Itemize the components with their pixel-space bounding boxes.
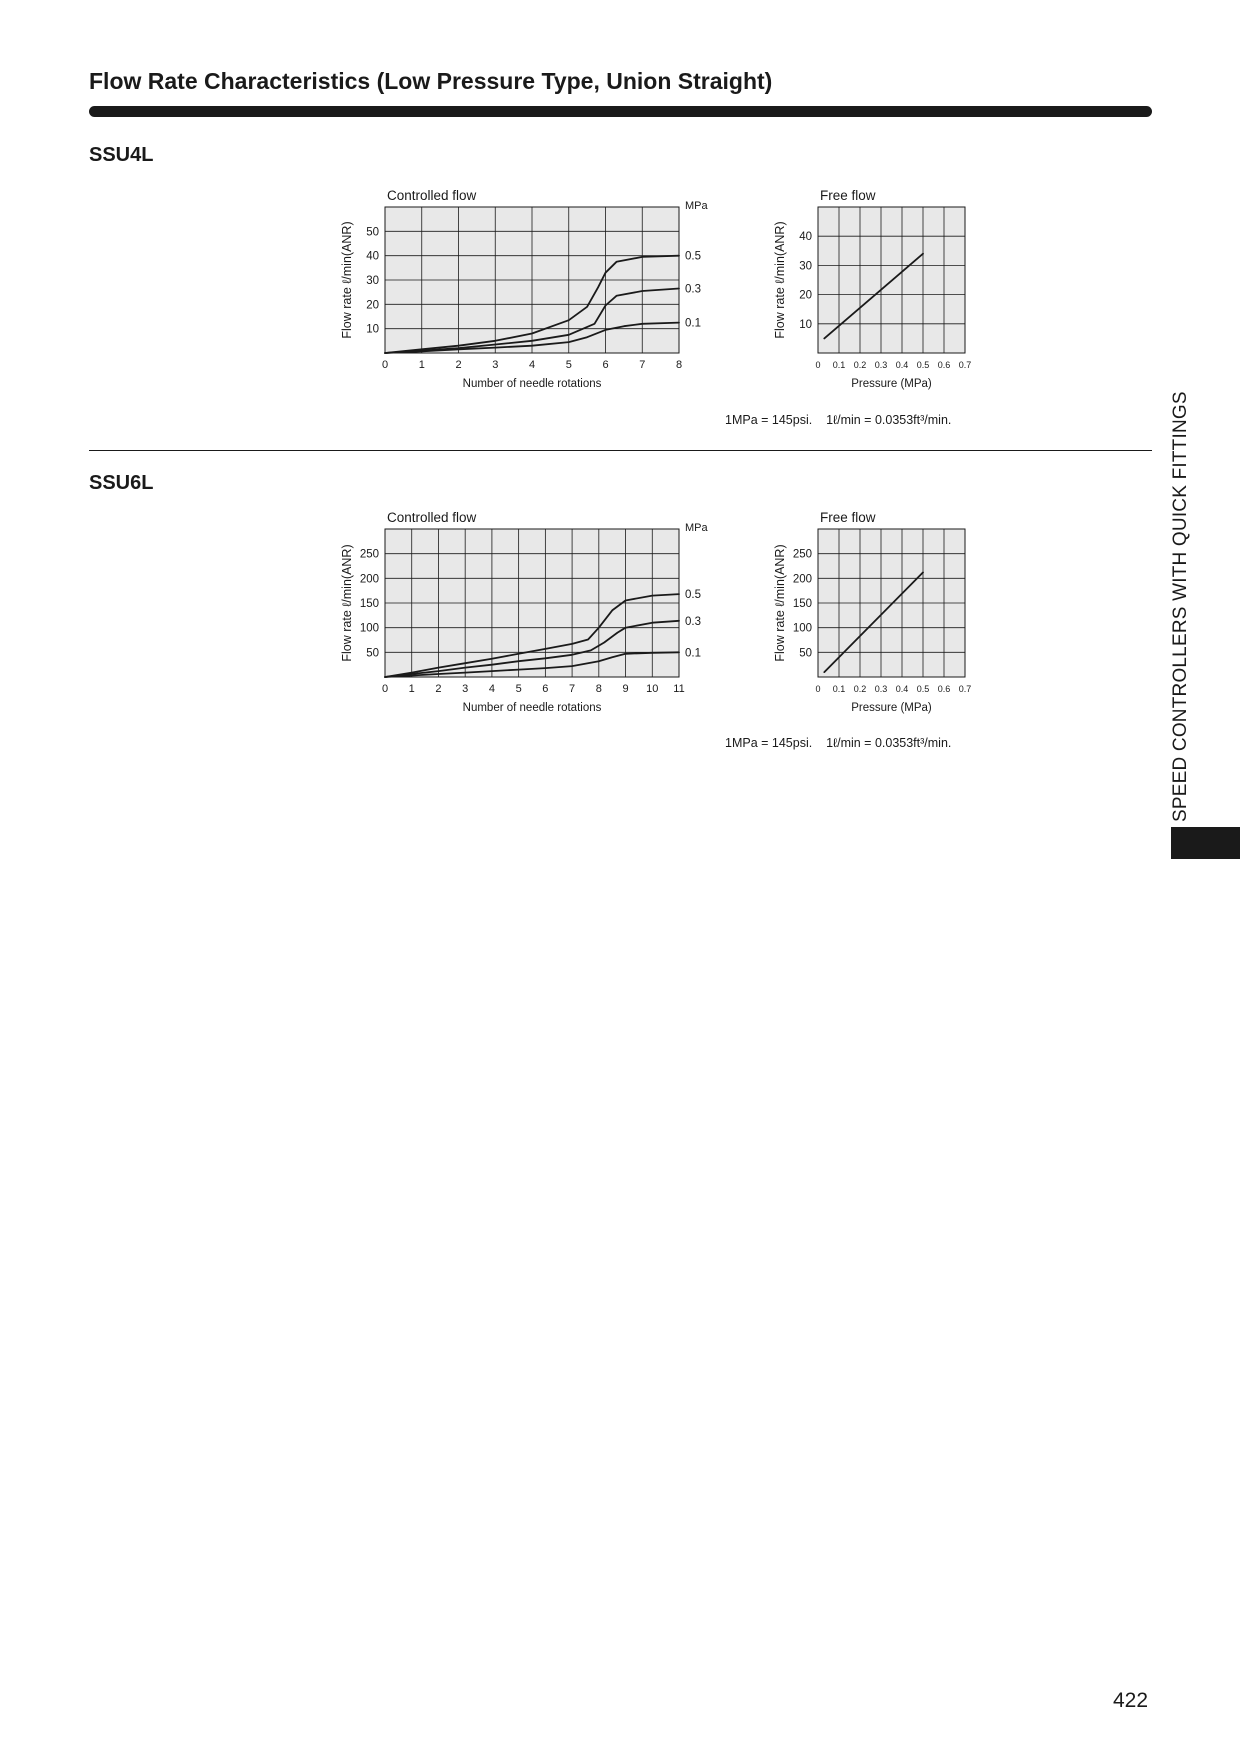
section-divider (89, 450, 1152, 451)
x-tick-label: 5 (565, 359, 572, 371)
y-axis-label: Flow rate ℓ/min(ANR) (773, 221, 787, 339)
y-tick-label: 150 (792, 598, 812, 610)
y-tick-label: 40 (366, 250, 379, 263)
series-label: 0.5 (685, 250, 701, 263)
chart-title: Controlled flow (387, 510, 477, 525)
y-tick-label: 20 (366, 299, 379, 312)
y-tick-label: 200 (359, 573, 379, 586)
x-tick-label: 0.3 (874, 360, 888, 370)
x-axis-label: Pressure (MPa) (851, 378, 932, 390)
title-rule (89, 106, 1152, 117)
x-tick-label: 0.7 (958, 360, 972, 370)
y-tick-label: 20 (799, 289, 812, 302)
y-tick-label: 30 (799, 260, 812, 273)
side-section-label: SPEED CONTROLLERS WITH QUICK FITTINGS (1170, 391, 1191, 822)
chart-ssu4l-free-flow (760, 180, 980, 400)
x-tick-label: 6 (602, 359, 609, 371)
page-title: Flow Rate Characteristics (Low Pressure Type, Union Straight) (89, 68, 773, 94)
x-tick-label: 6 (542, 683, 549, 695)
series-label: 0.5 (685, 589, 701, 602)
x-tick-label: 0.3 (874, 684, 888, 694)
x-tick-label: 0.1 (832, 684, 846, 694)
x-tick-label: 4 (528, 359, 536, 371)
side-section-tab (1171, 827, 1240, 859)
x-tick-label: 0.6 (937, 684, 951, 694)
chart-title: Free flow (820, 510, 876, 525)
x-tick-label: 0 (381, 359, 389, 371)
y-tick-label: 50 (366, 647, 379, 660)
x-tick-label: 10 (646, 683, 659, 695)
x-tick-label: 1 (418, 359, 425, 371)
x-tick-label: 5 (515, 683, 522, 695)
x-tick-label: 0.2 (853, 360, 867, 370)
chart-ssu6l-free-flow (760, 500, 980, 720)
x-tick-label: 0.6 (937, 360, 951, 370)
series-label: 0.3 (685, 283, 701, 296)
y-tick-label: 150 (359, 598, 379, 610)
conversion-note-ssu4l: 1MPa = 145psi. 1ℓ/min = 0.0353ft³/min. (725, 413, 952, 427)
series-label: 0.1 (685, 647, 701, 660)
x-axis-label: Number of needle rotations (462, 378, 602, 390)
y-tick-label: 50 (799, 647, 812, 660)
y-tick-label: 100 (792, 622, 812, 635)
y-axis-label: Flow rate ℓ/min(ANR) (340, 544, 354, 662)
x-tick-label: 2 (455, 359, 462, 371)
x-tick-label: 4 (488, 683, 495, 695)
x-tick-label: 8 (675, 359, 683, 371)
x-axis-label: Number of needle rotations (462, 702, 602, 714)
y-tick-label: 50 (366, 226, 379, 239)
x-axis-label: Pressure (MPa) (851, 702, 932, 714)
chart-ssu4l-controlled-flow (330, 180, 730, 400)
y-tick-label: 250 (359, 548, 379, 561)
series-unit-label: MPa (685, 522, 708, 534)
chart-title: Free flow (820, 188, 876, 203)
x-tick-label: 9 (622, 683, 629, 695)
series-label: 0.3 (685, 615, 701, 628)
conversion-note-ssu6l: 1MPa = 145psi. 1ℓ/min = 0.0353ft³/min. (725, 736, 952, 750)
x-tick-label: 0.4 (895, 360, 909, 370)
x-tick-label: 0.2 (853, 684, 867, 694)
y-tick-label: 10 (799, 318, 812, 331)
x-tick-label: 2 (435, 683, 442, 695)
x-tick-label: 0.5 (916, 684, 930, 694)
x-tick-label: 3 (492, 359, 499, 371)
chart-title: Controlled flow (387, 188, 477, 203)
series-label: 0.1 (685, 317, 701, 330)
page-number: 422 (1113, 1689, 1149, 1712)
y-tick-label: 40 (799, 231, 812, 244)
y-tick-label: 10 (366, 323, 379, 336)
x-tick-label: 0.5 (916, 360, 930, 370)
x-tick-label: 0.4 (895, 684, 909, 694)
x-tick-label: 0.7 (958, 684, 972, 694)
x-tick-label: 11 (673, 683, 685, 695)
x-tick-label: 0 (381, 683, 389, 695)
y-axis-label: Flow rate ℓ/min(ANR) (340, 221, 354, 339)
chart-ssu6l-controlled-flow (330, 500, 730, 720)
x-tick-label: 3 (462, 683, 469, 695)
x-tick-label: 0 (815, 360, 821, 370)
y-tick-label: 200 (792, 573, 812, 586)
x-tick-label: 1 (408, 683, 415, 695)
x-tick-label: 0 (815, 684, 821, 694)
section-title-ssu4l: SSU4L (89, 144, 154, 166)
x-tick-label: 7 (639, 359, 646, 371)
section-title-ssu6l: SSU6L (89, 472, 154, 494)
x-tick-label: 0.1 (832, 360, 846, 370)
y-tick-label: 250 (792, 548, 812, 561)
series-unit-label: MPa (685, 200, 708, 212)
x-tick-label: 7 (569, 683, 576, 695)
y-tick-label: 100 (359, 622, 379, 635)
y-tick-label: 30 (366, 275, 379, 287)
y-axis-label: Flow rate ℓ/min(ANR) (773, 544, 787, 662)
x-tick-label: 8 (595, 683, 602, 695)
